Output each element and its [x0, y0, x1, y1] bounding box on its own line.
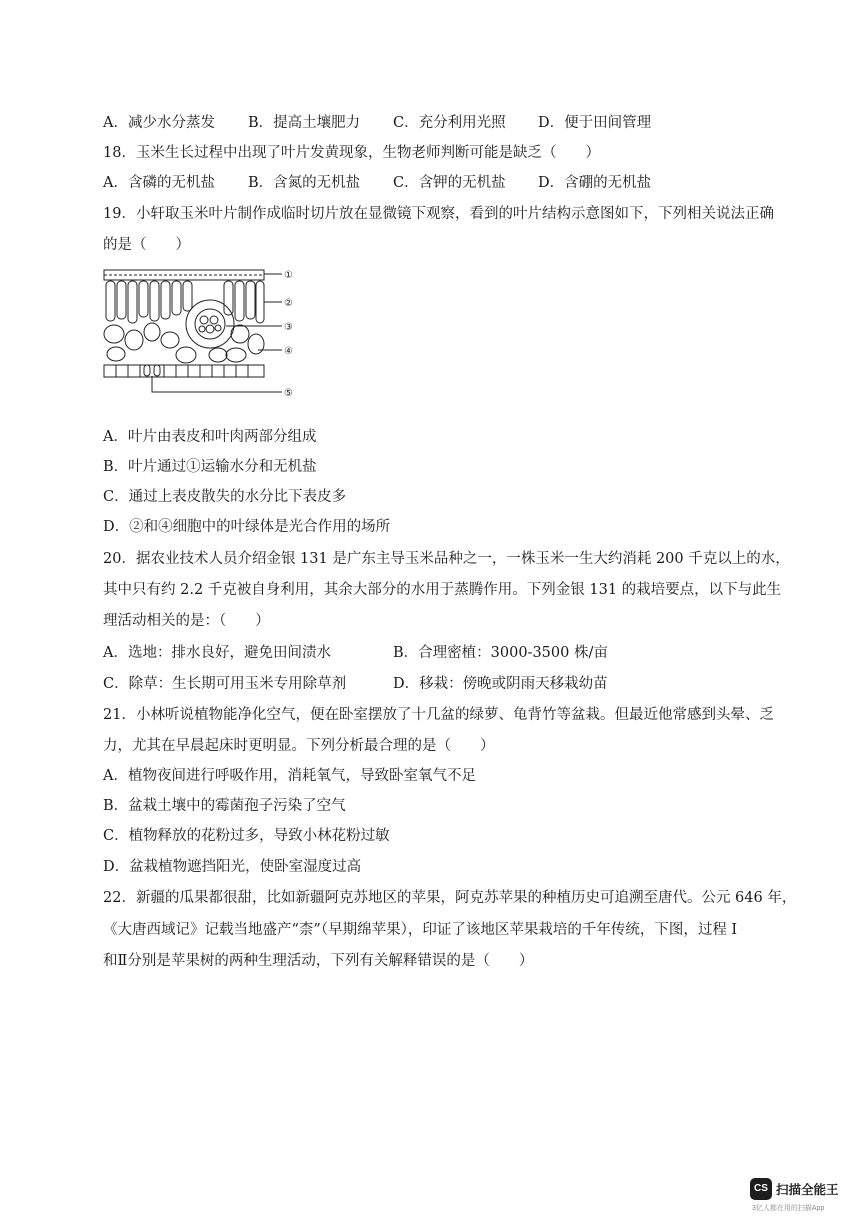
q21-option-a: A．植物夜间进行呼吸作用，消耗氧气，导致卧室氧气不足 — [103, 768, 476, 784]
q21-option-b: B．盆栽土壤中的霉菌孢子污染了空气 — [103, 798, 346, 814]
q18-option-b: B．含氮的无机盐 — [248, 175, 361, 191]
q19-stem-line2: 的是（ ） — [103, 237, 190, 253]
q21-option-c: C．植物释放的花粉过多，导致小林花粉过敏 — [103, 828, 390, 844]
q19-stem-line1: 19．小轩取玉米叶片制作成临时切片放在显微镜下观察，看到的叶片结构示意图如下，下列相关说法正确 — [103, 206, 774, 222]
q21-option-d: D．盆栽植物遮挡阳光，使卧室湿度过高 — [103, 859, 362, 875]
q20-stem-line1: 20．据农业技术人员介绍金银 131 是广东主导玉米品种之一，一株玉米一生大约消耗 200 千克以上的水， — [103, 551, 790, 567]
vein-bundle — [186, 300, 234, 348]
q21-stem-line1: 21．小林听说植物能净化空气，便在卧室摆放了十几盆的绿萝、龟背竹等盆栽。但最近他常感到头晕、乏 — [103, 707, 774, 723]
q18-option-d: D．含硼的无机盐 — [538, 175, 652, 191]
q19-option-b: B．叶片通过①运输水分和无机盐 — [103, 459, 317, 475]
spongy-layer — [104, 323, 264, 363]
watermark-tagline: 3亿人都在用的扫描App — [752, 1205, 825, 1212]
q22-stem-line2: 《大唐西域记》记载当地盛产“柰”（早期绵苹果），印证了该地区苹果栽培的千年传统，下图，过程 Ⅰ — [103, 922, 738, 938]
q17-option-d: D．便于田间管理 — [538, 115, 652, 131]
q17-option-c: C．充分利用光照 — [393, 115, 506, 131]
diagram-label-4: ④ — [284, 346, 293, 357]
q20-option-d: D．移栽：傍晚或阴雨天移栽幼苗 — [393, 676, 608, 692]
q18-option-c: C．含钾的无机盐 — [393, 175, 506, 191]
q19-option-a: A．叶片由表皮和叶肉两部分组成 — [103, 429, 317, 445]
stoma — [144, 365, 160, 376]
q19-option-d: D．②和④细胞中的叶绿体是光合作用的场所 — [103, 519, 391, 535]
camscanner-watermark — [750, 1178, 860, 1218]
q20-option-a: A．选地：排水良好，避免田间渍水 — [103, 645, 331, 661]
q20-option-c: C．除草：生长期可用玉米专用除草剂 — [103, 676, 347, 692]
q17-option-b: B．提高土壤肥力 — [248, 115, 361, 131]
diagram-label-5: ⑤ — [284, 388, 293, 399]
watermark-app-name: 扫描全能王 — [776, 1183, 839, 1197]
q22-stem-line1: 22．新疆的瓜果都很甜，比如新疆阿克苏地区的苹果，阿克苏苹果的种植历史可追溯至唐代。公元 646 年， — [103, 890, 797, 906]
diagram-label-2: ② — [284, 298, 293, 309]
q20-stem-line2: 其中只有约 2.2 千克被自身利用，其余大部分的水用于蒸腾作用。下列金银 131 的栽培要点，以下与此生 — [103, 582, 782, 598]
q18-option-a: A．含磷的无机盐 — [103, 175, 215, 191]
q19-option-c: C．通过上表皮散失的水分比下表皮多 — [103, 489, 347, 505]
diagram-label-1: ① — [284, 270, 293, 281]
palisade-layer — [106, 281, 264, 323]
q17-option-a: A．减少水分蒸发 — [103, 115, 215, 131]
q21-stem-line2: 力，尤其在早晨起床时更明显。下列分析最合理的是（ ） — [103, 738, 495, 754]
leaf-cross-section-diagram — [100, 262, 300, 407]
q20-stem-line3: 理活动相关的是：（ ） — [103, 613, 270, 629]
q18-stem: 18．玉米生长过程中出现了叶片发黄现象，生物老师判断可能是缺乏（ ） — [103, 145, 600, 161]
q22-stem-line3: 和Ⅱ分别是苹果树的两种生理活动，下列有关解释错误的是（ ） — [103, 953, 534, 969]
camscanner-logo-icon: CS — [750, 1178, 772, 1200]
leaf-structure-svg — [100, 262, 300, 407]
diagram-label-3: ③ — [284, 322, 293, 333]
lower-epidermis — [104, 365, 264, 377]
q20-option-b: B．合理密植：3000-3500 株/亩 — [393, 645, 608, 661]
